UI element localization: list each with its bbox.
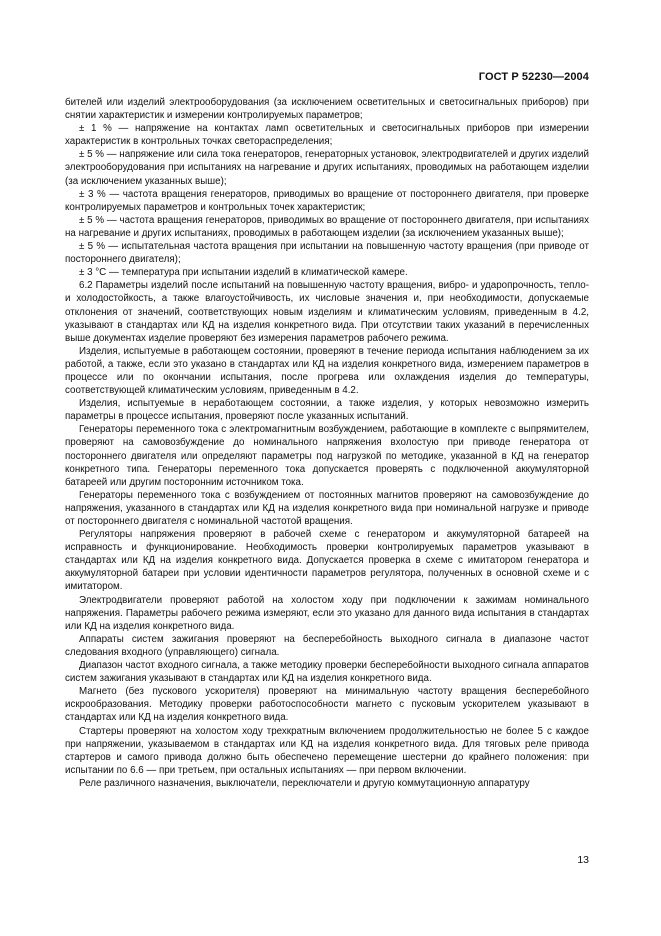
paragraph: ± 1 % — напряжение на контактах ламп осветительных и светосигнальных приборов при измерении характеристик в контрольных точках светораспределения; bbox=[65, 123, 589, 148]
paragraph: ± 3 % — частота вращения генераторов, приводимых во вращение от постороннего двигателя, при проверке контролируемых параметров и контрольных точек характеристик; bbox=[65, 188, 589, 213]
paragraph: ± 5 % — напряжение или сила тока генераторов, генераторных установок, электродвигателей и других изделий электрооборудования при испытаниях на нагревание и других испытаниях, проводимых на работающем изделии (за исключением указанных выше); bbox=[65, 149, 589, 187]
document-header: ГОСТ Р 52230—2004 bbox=[478, 71, 589, 83]
paragraph: Стартеры проверяют на холостом ходу трехкратным включением продолжительностью не более 5 с каждое при напряжении, указываемом в стандартах или КД на изделия конкретного вида. Для тяговых реле привода стартеров и самого привода должно быть обеспечено перемещение шестерни до крайнего положения: при испытании по 6.6 — при третьем, при остальных испытаниях — при первом включении. bbox=[65, 725, 589, 776]
paragraph: Изделия, испытуемые в работающем состоянии, проверяют в течение периода испытания наблюдением за их работой, а также, если это указано в стандартах или КД на изделия конкретного вида, измерением параметров в процессе или по окончании испытания, после прогрева или охлаждения изделия до температуры, соответствующей климатическим условиям, приведенным в 4.2. bbox=[65, 345, 589, 397]
paragraph: ± 5 % — испытательная частота вращения при испытании на повышенную частоту вращения (при приводе от постороннего двигателя); bbox=[65, 241, 589, 266]
paragraph: Аппараты систем зажигания проверяют на бесперебойность выходного сигнала в диапазоне частот следования входного (управляющего) сигнала. bbox=[65, 633, 589, 658]
paragraph: ± 5 % — частота вращения генераторов, приводимых во вращение от постороннего двигателя, при испытаниях на нагревание и других испытаниях, проводимых в работающем изделии (за исключением указанных выше); bbox=[65, 214, 589, 239]
paragraph: Генераторы переменного тока с электромагнитным возбуждением, работающие в комплекте с выпрямителем, проверяют на самовозбуждение до номинального напряжения вхолостую при приводе генератора от постороннего двигателя или определяют параметры под нагрузкой по методике, указанной в КД на генератор конкретного типа. Генераторы переменного тока допускается проверять с подключенной аккумуляторной батареей или другим посторонним источником тока. bbox=[65, 424, 589, 488]
paragraph: Регуляторы напряжения проверяют в рабочей схеме с генератором и аккумуляторной батареей на исправность и функционирование. Необходимость проверки контролируемых параметров указывают в стандартах или КД на изделия конкретного вида. Допускается проверка в схеме с имитатором генератора и аккумуляторной батареи при условии идентичности параметров регулятора, полученных в основной схеме и с имитатором. bbox=[65, 529, 589, 593]
body-text bbox=[65, 96, 589, 790]
paragraph: Реле различного назначения, выключатели, переключатели и другую коммутационную аппаратуру bbox=[79, 777, 530, 789]
paragraph: бителей или изделий электрооборудования (за исключением осветительных и светосигнальных приборов) при снятии характеристик и измерении контролируемых параметров; bbox=[65, 97, 589, 122]
paragraph: Генераторы переменного тока с возбуждением от постоянных магнитов проверяют на самовозбуждение до напряжения, указанного в стандартах или КД на изделия конкретного вида при номинальной нагрузке и приводе от постороннего двигателя с номинальной частотой вращения. bbox=[65, 489, 589, 527]
paragraph: 6.2 Параметры изделий после испытаний на повышенную частоту вращения, вибро- и удaропрочность, тепло- и холодостойкость, а также влагоустойчивость, их числовые значения и, при необходимости, допускаемые отклонения от значений, соответствующих новым изделиям и климатическим условиям, приведенным в 4.2, указывают в стандартах или КД на изделия конкретного вида. При отсутствии таких указаний в перечисленных выше документах изделие проверяют без измерения параметров рабочего режима. bbox=[65, 280, 589, 344]
paragraph: Электродвигатели проверяют работой на холостом ходу при подключении к зажимам номинального напряжения. Параметры рабочего режима измеряют, если это указано для данного вида испытания в стандартах или КД на изделия конкретного вида. bbox=[65, 594, 589, 632]
paragraph: Магнето (без пускового ускорителя) проверяют на минимальную частоту вращения бесперебойного искрообразования. Методику проверки работоспособности магнето с пусковым ускорителем указывают в стандартах или КД на изделия конкретного вида. bbox=[65, 686, 589, 724]
page-number: 13 bbox=[577, 854, 589, 866]
paragraph: ± 3 °С — температура при испытании изделий в климатической камере. bbox=[79, 267, 408, 279]
paragraph: Диапазон частот входного сигнала, а также методику проверки бесперебойности выходного сигнала аппаратов систем зажигания указывают в стандартах или КД на изделия конкретного вида. bbox=[65, 660, 589, 685]
paragraph: Изделия, испытуемые в нерабoтающем состоянии, а также изделия, у которых невозможно измерить параметры в процессе испытания, проверяют после указанных испытаний. bbox=[65, 398, 589, 423]
